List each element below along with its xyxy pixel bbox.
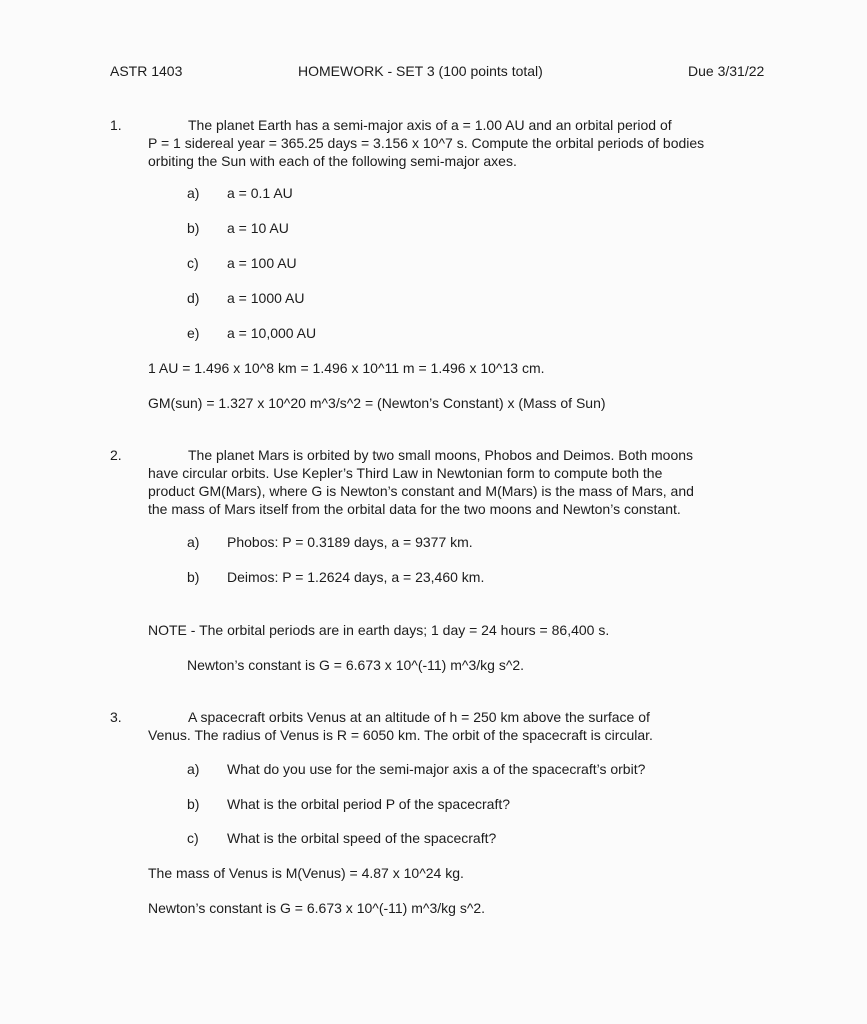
due-date: Due 3/31/22 [688,63,765,79]
question-3-line: Venus. The radius of Venus is R = 6050 km. The orbit of the spacecraft is circular. [148,727,653,743]
q1-item-a-text: a = 0.1 AU [227,185,293,201]
question-1-number: 1. [110,117,122,133]
q3-item-c-label: c) [187,830,199,846]
q1-au-conversion: 1 AU = 1.496 x 10^8 km = 1.496 x 10^11 m = 1.496 x 10^13 cm. [148,360,545,376]
question-2-prompt [148,446,748,518]
q3-item-a-text: What do you use for the semi-major axis a of the spacecraft’s orbit? [227,761,646,777]
q2-note-days: NOTE - The orbital periods are in earth days; 1 day = 24 hours = 86,400 s. [148,622,610,638]
q1-item-a-label: a) [187,185,200,201]
q3-item-b-label: b) [187,796,200,812]
q1-item-d-label: d) [187,290,200,306]
q3-item-b-text: What is the orbital period P of the spacecraft? [227,796,511,812]
question-1-prompt [148,116,748,170]
q1-gm-sun: GM(sun) = 1.327 x 10^20 m^3/s^2 = (Newton’s Constant) x (Mass of Sun) [148,395,606,411]
q3-newton-constant: Newton’s constant is G = 6.673 x 10^(-11) m^3/kg s^2. [148,900,486,916]
q1-item-c-text: a = 100 AU [227,255,297,271]
page-title: HOMEWORK - SET 3 (100 points total) [298,63,543,79]
q2-newton-constant: Newton’s constant is G = 6.673 x 10^(-11) m^3/kg s^2. [187,657,525,673]
q2-item-a-text: Phobos: P = 0.3189 days, a = 9377 km. [227,534,473,550]
q3-venus-mass: The mass of Venus is M(Venus) = 4.87 x 10^24 kg. [148,865,464,881]
course-code: ASTR 1403 [110,63,183,79]
question-3-number: 3. [110,709,122,725]
q2-item-b-text: Deimos: P = 1.2624 days, a = 23,460 km. [227,569,485,585]
question-1-line: P = 1 sidereal year = 365.25 days = 3.156 x 10^7 s. Compute the orbital periods of bodies [148,135,705,151]
question-2-number: 2. [110,447,122,463]
q3-item-c-text: What is the orbital speed of the spacecraft? [227,830,497,846]
q1-item-b-text: a = 10 AU [227,220,289,236]
q2-item-a-label: a) [187,534,200,550]
q1-item-c-label: c) [187,255,199,271]
q1-item-e-text: a = 10,000 AU [227,325,317,341]
question-1-line: The planet Earth has a semi-major axis of a = 1.00 AU and an orbital period of [188,117,672,133]
q3-item-a-label: a) [187,761,200,777]
q1-item-b-label: b) [187,220,200,236]
q1-item-d-text: a = 1000 AU [227,290,305,306]
question-3-line: A spacecraft orbits Venus at an altitude of h = 250 km above the surface of [188,709,650,725]
q2-item-b-label: b) [187,569,200,585]
question-2-line: The planet Mars is orbited by two small moons, Phobos and Deimos. Both moons [188,447,694,463]
q1-item-e-label: e) [187,325,200,341]
question-2-line: the mass of Mars itself from the orbital data for the two moons and Newton’s constant. [148,501,681,517]
question-2-line: product GM(Mars), where G is Newton’s constant and M(Mars) is the mass of Mars, and [148,483,694,499]
question-1-line: orbiting the Sun with each of the following semi-major axes. [148,153,517,169]
question-3-prompt [148,708,748,744]
question-2-line: have circular orbits. Use Kepler’s Third Law in Newtonian form to compute both the [148,465,663,481]
